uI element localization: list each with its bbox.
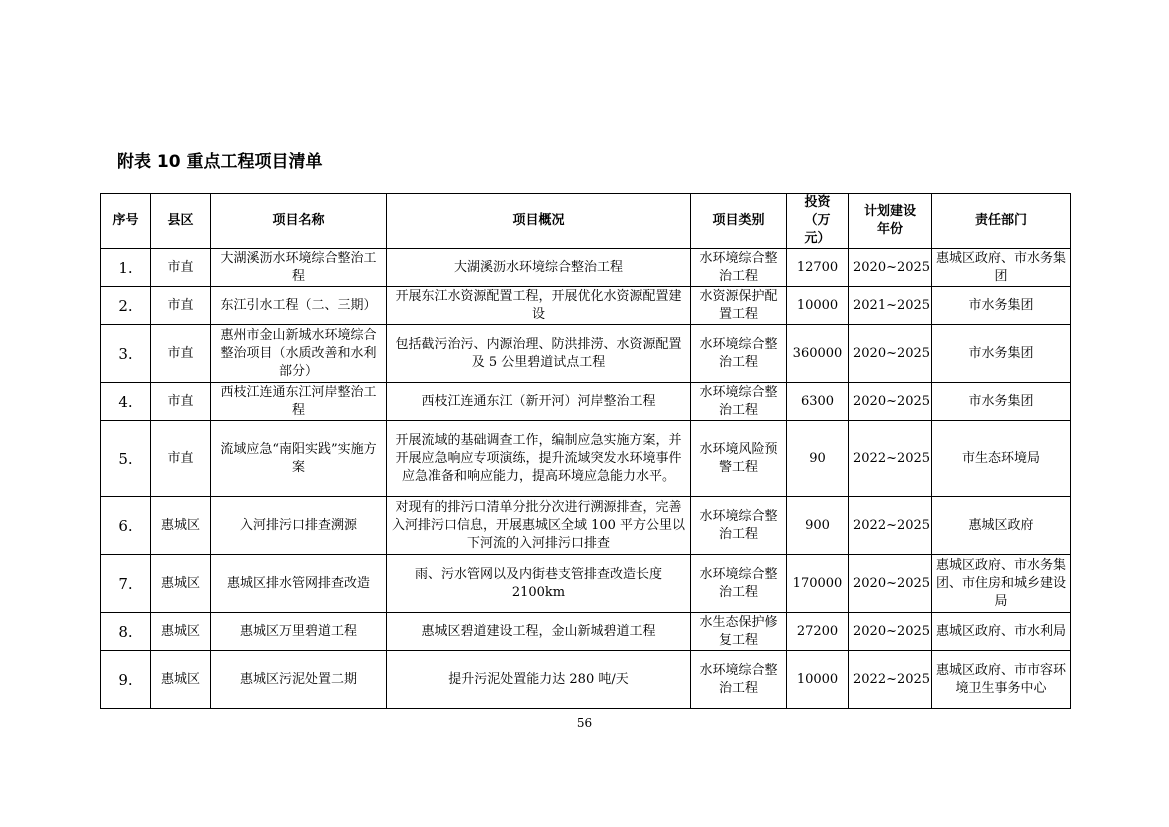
cell-category: 水环境风险预警工程 <box>691 421 787 497</box>
cell-investment: 90 <box>787 421 849 497</box>
header-overview: 项目概况 <box>387 194 691 249</box>
cell-investment: 12700 <box>787 249 849 287</box>
cell-category: 水环境综合整治工程 <box>691 497 787 555</box>
cell-dept: 市水务集团 <box>932 383 1071 421</box>
cell-dept: 惠城区政府、市水利局 <box>932 613 1071 651</box>
cell-overview: 雨、污水管网以及内街巷支管排查改造长度 2100km <box>387 555 691 613</box>
cell-name: 惠州市金山新城水环境综合整治项目（水质改善和水利部分） <box>211 325 387 383</box>
cell-investment: 10000 <box>787 651 849 709</box>
cell-overview: 惠城区碧道建设工程，金山新城碧道工程 <box>387 613 691 651</box>
header-county: 县区 <box>151 194 211 249</box>
cell-seq: 8. <box>101 613 151 651</box>
cell-seq: 9. <box>101 651 151 709</box>
cell-seq: 6. <box>101 497 151 555</box>
header-seq: 序号 <box>101 194 151 249</box>
cell-period: 2020~2025 <box>849 613 932 651</box>
page-number: 56 <box>576 716 593 730</box>
cell-overview: 开展东江水资源配置工程，开展优化水资源配置建设 <box>387 287 691 325</box>
cell-name: 惠城区污泥处置二期 <box>211 651 387 709</box>
cell-investment: 360000 <box>787 325 849 383</box>
cell-county: 惠城区 <box>151 651 211 709</box>
cell-category: 水环境综合整治工程 <box>691 325 787 383</box>
header-category: 项目类别 <box>691 194 787 249</box>
cell-dept: 市水务集团 <box>932 325 1071 383</box>
table-row <box>101 555 1071 613</box>
cell-name: 流域应急“南阳实践”实施方案 <box>211 421 387 497</box>
cell-period: 2021~2025 <box>849 287 932 325</box>
cell-seq: 7. <box>101 555 151 613</box>
cell-period: 2020~2025 <box>849 325 932 383</box>
cell-name: 惠城区万里碧道工程 <box>211 613 387 651</box>
table-header-row <box>101 194 1071 249</box>
cell-investment: 900 <box>787 497 849 555</box>
cell-category: 水环境综合整治工程 <box>691 555 787 613</box>
header-period: 计划建设年份 <box>849 194 932 249</box>
cell-county: 市直 <box>151 325 211 383</box>
cell-overview: 提升污泥处置能力达 280 吨/天 <box>387 651 691 709</box>
cell-dept: 惠城区政府、市水务集团 <box>932 249 1071 287</box>
cell-category: 水资源保护配置工程 <box>691 287 787 325</box>
cell-category: 水生态保护修复工程 <box>691 613 787 651</box>
cell-seq: 4. <box>101 383 151 421</box>
cell-name: 东江引水工程（二、三期） <box>211 287 387 325</box>
header-name: 项目名称 <box>211 194 387 249</box>
cell-period: 2020~2025 <box>849 383 932 421</box>
cell-period: 2020~2025 <box>849 555 932 613</box>
cell-county: 惠城区 <box>151 497 211 555</box>
table-row <box>101 497 1071 555</box>
cell-dept: 市水务集团 <box>932 287 1071 325</box>
cell-overview: 大湖溪沥水环境综合整治工程 <box>387 249 691 287</box>
cell-category: 水环境综合整治工程 <box>691 249 787 287</box>
cell-dept: 惠城区政府、市水务集团、市住房和城乡建设局 <box>932 555 1071 613</box>
cell-investment: 170000 <box>787 555 849 613</box>
table-row <box>101 613 1071 651</box>
header-dept: 责任部门 <box>932 194 1071 249</box>
cell-county: 市直 <box>151 383 211 421</box>
cell-overview: 对现有的排污口清单分批分次进行溯源排查，完善入河排污口信息，开展惠城区全域 100 平方公里以下河流的入河排污口排查 <box>387 497 691 555</box>
cell-dept: 市生态环境局 <box>932 421 1071 497</box>
cell-overview: 西枝江连通东江（新开河）河岸整治工程 <box>387 383 691 421</box>
cell-seq: 5. <box>101 421 151 497</box>
cell-overview: 包括截污治污、内源治理、防洪排涝、水资源配置及 5 公里碧道试点工程 <box>387 325 691 383</box>
page-title: 附表 10 重点工程项目清单 <box>117 152 323 172</box>
cell-county: 惠城区 <box>151 613 211 651</box>
cell-name: 西枝江连通东江河岸整治工程 <box>211 383 387 421</box>
project-table <box>100 193 1071 709</box>
cell-county: 市直 <box>151 287 211 325</box>
table-row <box>101 249 1071 287</box>
cell-overview: 开展流域的基础调查工作，编制应急实施方案，并开展应急响应专项演练，提升流域突发水环境事件应急准备和响应能力，提高环境应急能力水平。 <box>387 421 691 497</box>
cell-period: 2022~2025 <box>849 421 932 497</box>
cell-county: 惠城区 <box>151 555 211 613</box>
cell-category: 水环境综合整治工程 <box>691 383 787 421</box>
table-row <box>101 383 1071 421</box>
table-row <box>101 651 1071 709</box>
cell-investment: 10000 <box>787 287 849 325</box>
cell-investment: 27200 <box>787 613 849 651</box>
header-investment: 投资（万元） <box>787 194 849 249</box>
cell-name: 大湖溪沥水环境综合整治工程 <box>211 249 387 287</box>
cell-seq: 2. <box>101 287 151 325</box>
cell-category: 水环境综合整治工程 <box>691 651 787 709</box>
cell-name: 惠城区排水管网排查改造 <box>211 555 387 613</box>
table-row <box>101 325 1071 383</box>
cell-name: 入河排污口排查溯源 <box>211 497 387 555</box>
cell-period: 2020~2025 <box>849 249 932 287</box>
cell-period: 2022~2025 <box>849 497 932 555</box>
cell-seq: 3. <box>101 325 151 383</box>
table-row <box>101 287 1071 325</box>
cell-county: 市直 <box>151 421 211 497</box>
cell-period: 2022~2025 <box>849 651 932 709</box>
cell-dept: 惠城区政府 <box>932 497 1071 555</box>
cell-dept: 惠城区政府、市市容环境卫生事务中心 <box>932 651 1071 709</box>
cell-seq: 1. <box>101 249 151 287</box>
table-row <box>101 421 1071 497</box>
cell-investment: 6300 <box>787 383 849 421</box>
cell-county: 市直 <box>151 249 211 287</box>
